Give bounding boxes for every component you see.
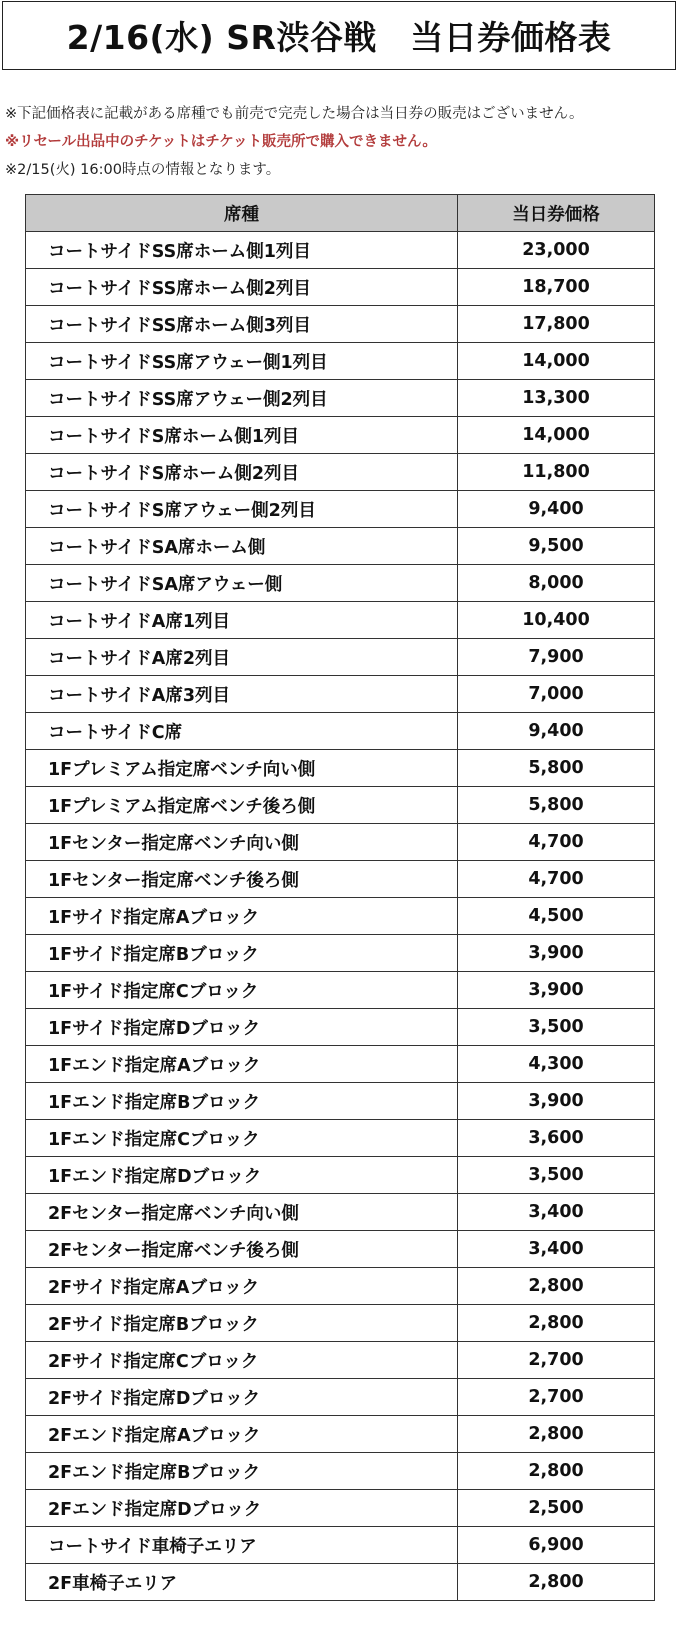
- table-row: [26, 454, 655, 491]
- price-cell: 4,700: [458, 861, 655, 898]
- price-cell: 2,800: [458, 1268, 655, 1305]
- table-header-row: [26, 195, 655, 232]
- header-price: 当日券価格: [458, 195, 655, 232]
- seat-type-cell: 1Fセンター指定席ベンチ向い側: [26, 824, 458, 861]
- price-table: [25, 194, 655, 1601]
- table-row: [26, 1379, 655, 1416]
- price-cell: 14,000: [458, 417, 655, 454]
- seat-type-cell: 2Fセンター指定席ベンチ後ろ側: [26, 1231, 458, 1268]
- seat-type-cell: 2Fサイド指定席Cブロック: [26, 1342, 458, 1379]
- price-cell: 23,000: [458, 232, 655, 269]
- table-row: [26, 1046, 655, 1083]
- table-row: [26, 565, 655, 602]
- table-row: [26, 1342, 655, 1379]
- table-row: [26, 898, 655, 935]
- price-cell: 3,900: [458, 935, 655, 972]
- seat-type-cell: コートサイドSS席アウェー側1列目: [26, 343, 458, 380]
- price-cell: 18,700: [458, 269, 655, 306]
- price-cell: 2,800: [458, 1305, 655, 1342]
- seat-type-cell: 1Fサイド指定席Dブロック: [26, 1009, 458, 1046]
- price-cell: 7,900: [458, 639, 655, 676]
- price-cell: 2,800: [458, 1416, 655, 1453]
- seat-type-cell: コートサイドS席アウェー側2列目: [26, 491, 458, 528]
- seat-type-cell: コートサイドSS席ホーム側3列目: [26, 306, 458, 343]
- note-info-time: ※2/15(火) 16:00時点の情報となります。: [5, 162, 281, 178]
- table-row: [26, 1157, 655, 1194]
- table-row: [26, 713, 655, 750]
- price-cell: 9,400: [458, 713, 655, 750]
- price-cell: 3,900: [458, 972, 655, 1009]
- price-cell: 9,400: [458, 491, 655, 528]
- seat-type-cell: コートサイドA席1列目: [26, 602, 458, 639]
- table-row: [26, 1009, 655, 1046]
- table-row: [26, 417, 655, 454]
- price-cell: 2,700: [458, 1342, 655, 1379]
- price-cell: 4,700: [458, 824, 655, 861]
- table-row: [26, 380, 655, 417]
- table-row: [26, 935, 655, 972]
- table-row: [26, 1083, 655, 1120]
- table-body: [26, 232, 655, 1601]
- title-box: [2, 1, 676, 70]
- table-row: [26, 1231, 655, 1268]
- seat-type-cell: 1Fプレミアム指定席ベンチ後ろ側: [26, 787, 458, 824]
- seat-type-cell: 2Fサイド指定席Aブロック: [26, 1268, 458, 1305]
- price-cell: 3,900: [458, 1083, 655, 1120]
- table-row: [26, 824, 655, 861]
- table-row: [26, 1120, 655, 1157]
- seat-type-cell: 2Fサイド指定席Dブロック: [26, 1379, 458, 1416]
- price-cell: 10,400: [458, 602, 655, 639]
- table-row: [26, 343, 655, 380]
- seat-type-cell: コートサイドA席2列目: [26, 639, 458, 676]
- seat-type-cell: 2Fエンド指定席Aブロック: [26, 1416, 458, 1453]
- price-cell: 9,500: [458, 528, 655, 565]
- price-cell: 5,800: [458, 750, 655, 787]
- price-cell: 2,800: [458, 1564, 655, 1601]
- seat-type-cell: 1Fエンド指定席Aブロック: [26, 1046, 458, 1083]
- table-row: [26, 1194, 655, 1231]
- table-row: [26, 787, 655, 824]
- seat-type-cell: コートサイドSA席ホーム側: [26, 528, 458, 565]
- seat-type-cell: コートサイドA席3列目: [26, 676, 458, 713]
- note-sold-out: ※下記価格表に記載がある席種でも前売で完売した場合は当日券の販売はございません。: [5, 106, 584, 122]
- table-row: [26, 676, 655, 713]
- price-cell: 4,500: [458, 898, 655, 935]
- seat-type-cell: コートサイドSS席アウェー側2列目: [26, 380, 458, 417]
- table-row: [26, 1305, 655, 1342]
- table-row: [26, 1564, 655, 1601]
- seat-type-cell: コートサイド車椅子エリア: [26, 1527, 458, 1564]
- price-cell: 3,500: [458, 1009, 655, 1046]
- price-cell: 11,800: [458, 454, 655, 491]
- seat-type-cell: 1Fセンター指定席ベンチ後ろ側: [26, 861, 458, 898]
- seat-type-cell: 2F車椅子エリア: [26, 1564, 458, 1601]
- seat-type-cell: 1Fエンド指定席Cブロック: [26, 1120, 458, 1157]
- table-row: [26, 861, 655, 898]
- price-cell: 2,700: [458, 1379, 655, 1416]
- price-cell: 17,800: [458, 306, 655, 343]
- table-row: [26, 1527, 655, 1564]
- note-resale: ※リセール出品中のチケットはチケット販売所で購入できません。: [5, 134, 437, 150]
- seat-type-cell: 2Fエンド指定席Bブロック: [26, 1453, 458, 1490]
- table-row: [26, 528, 655, 565]
- price-cell: 7,000: [458, 676, 655, 713]
- price-cell: 3,400: [458, 1194, 655, 1231]
- table-row: [26, 232, 655, 269]
- price-cell: 3,600: [458, 1120, 655, 1157]
- price-cell: 2,500: [458, 1490, 655, 1527]
- seat-type-cell: 1Fサイド指定席Bブロック: [26, 935, 458, 972]
- seat-type-cell: 1Fサイド指定席Cブロック: [26, 972, 458, 1009]
- table-row: [26, 972, 655, 1009]
- seat-type-cell: コートサイドSS席ホーム側1列目: [26, 232, 458, 269]
- seat-type-cell: 1Fエンド指定席Dブロック: [26, 1157, 458, 1194]
- price-cell: 6,900: [458, 1527, 655, 1564]
- page-title: 2/16(水) SR渋谷戦 当日券価格表: [66, 18, 612, 57]
- table-row: [26, 269, 655, 306]
- table-row: [26, 491, 655, 528]
- notes: [5, 100, 675, 184]
- price-cell: 3,400: [458, 1231, 655, 1268]
- table-row: [26, 1416, 655, 1453]
- price-cell: 5,800: [458, 787, 655, 824]
- header-seat-type: 席種: [26, 195, 458, 232]
- table-row: [26, 750, 655, 787]
- seat-type-cell: コートサイドS席ホーム側2列目: [26, 454, 458, 491]
- seat-type-cell: 1Fエンド指定席Bブロック: [26, 1083, 458, 1120]
- seat-type-cell: コートサイドS席ホーム側1列目: [26, 417, 458, 454]
- seat-type-cell: 1Fプレミアム指定席ベンチ向い側: [26, 750, 458, 787]
- price-cell: 2,800: [458, 1453, 655, 1490]
- table-row: [26, 639, 655, 676]
- seat-type-cell: 2Fサイド指定席Bブロック: [26, 1305, 458, 1342]
- table-row: [26, 1453, 655, 1490]
- table-row: [26, 306, 655, 343]
- seat-type-cell: コートサイドSA席アウェー側: [26, 565, 458, 602]
- price-cell: 13,300: [458, 380, 655, 417]
- seat-type-cell: コートサイドC席: [26, 713, 458, 750]
- seat-type-cell: コートサイドSS席ホーム側2列目: [26, 269, 458, 306]
- seat-type-cell: 2Fエンド指定席Dブロック: [26, 1490, 458, 1527]
- seat-type-cell: 2Fセンター指定席ベンチ向い側: [26, 1194, 458, 1231]
- price-cell: 8,000: [458, 565, 655, 602]
- table-row: [26, 1268, 655, 1305]
- price-cell: 4,300: [458, 1046, 655, 1083]
- price-cell: 14,000: [458, 343, 655, 380]
- seat-type-cell: 1Fサイド指定席Aブロック: [26, 898, 458, 935]
- price-cell: 3,500: [458, 1157, 655, 1194]
- table-row: [26, 1490, 655, 1527]
- table-row: [26, 602, 655, 639]
